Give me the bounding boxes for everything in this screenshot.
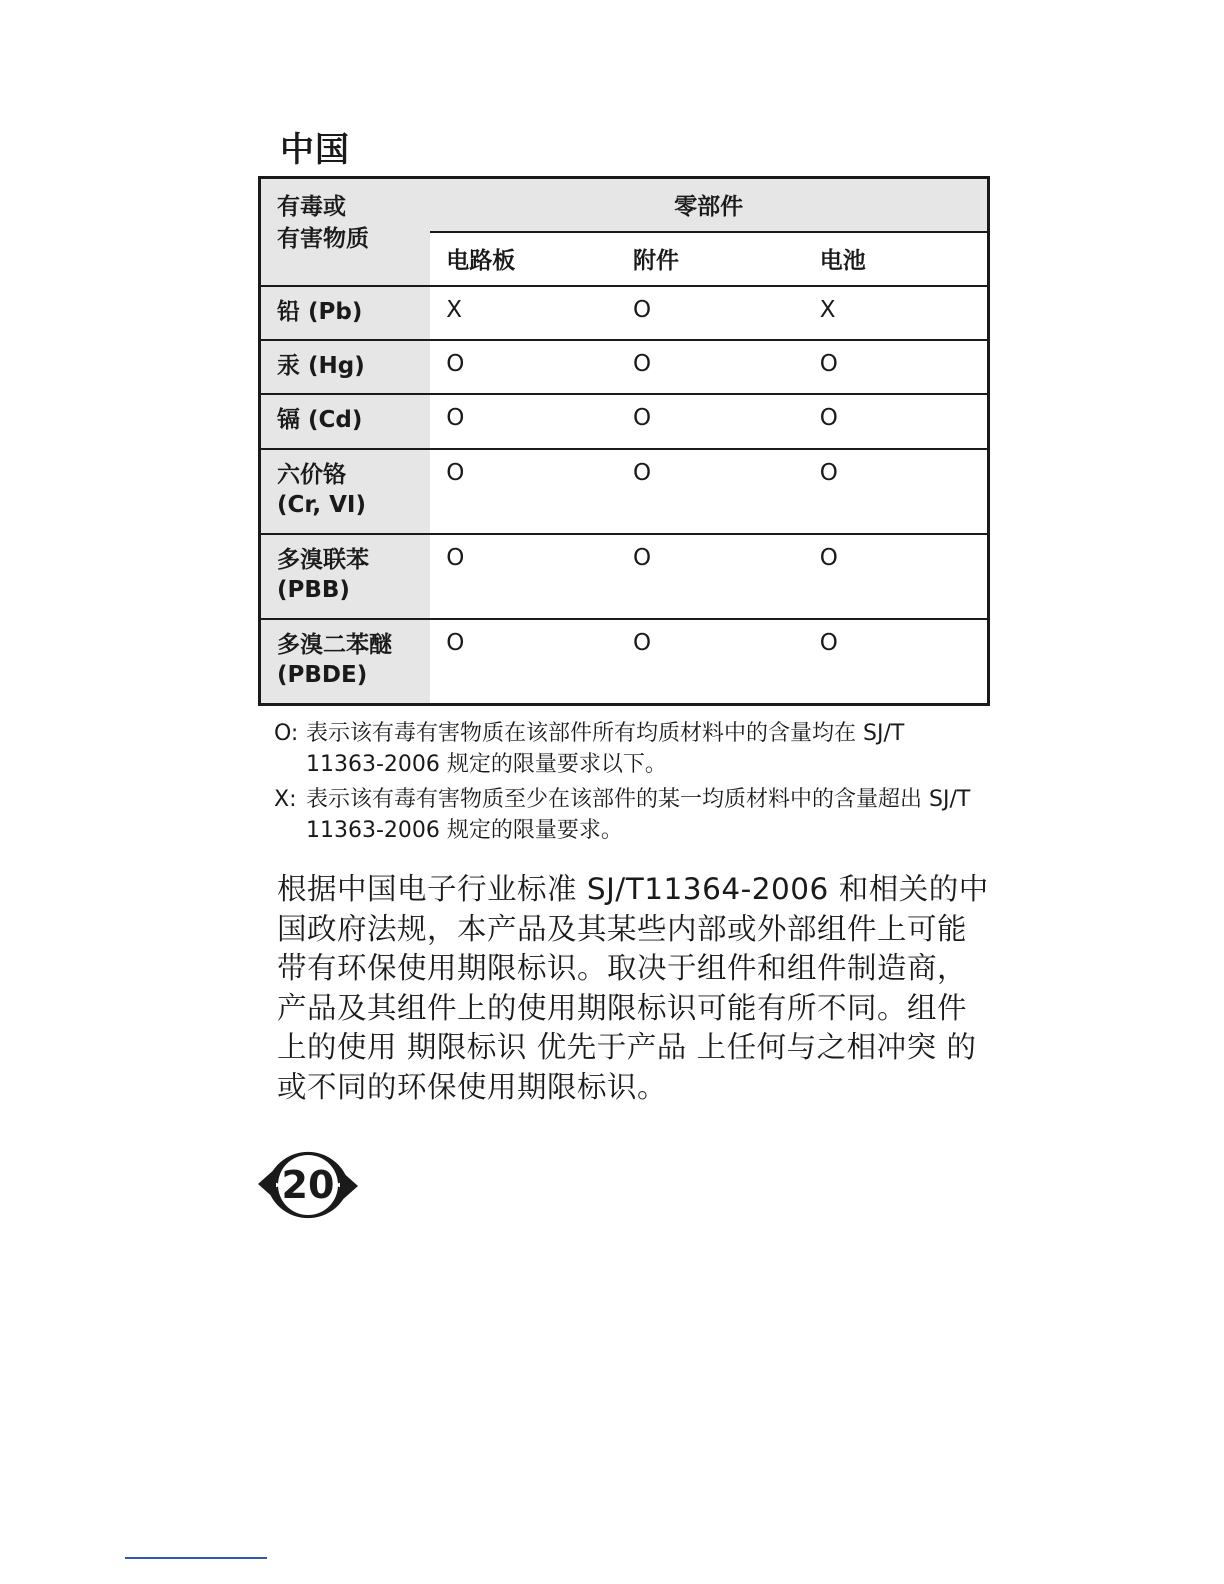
note-text: 表示该有毒有害物质至少在该部件的某一均质材料中的含量超出 SJ/T 11363-2006 规定的限量要求。 xyxy=(306,787,971,843)
table-row xyxy=(260,394,989,448)
column-header: 电路板 xyxy=(430,232,617,286)
substance-name xyxy=(260,286,431,340)
table-cell: O xyxy=(617,286,804,340)
parts-header: 零部件 xyxy=(430,178,988,232)
table-cell: O xyxy=(617,619,804,704)
table-row xyxy=(260,534,989,619)
substance-name-line1: 汞 (Hg) xyxy=(277,353,365,380)
substance-name-line1: 多溴二苯醚 xyxy=(277,632,392,659)
table-cell: O xyxy=(617,394,804,448)
epup-number: 20 xyxy=(281,1163,335,1207)
column-header: 电池 xyxy=(804,232,989,286)
substance-name xyxy=(260,394,431,448)
table-cell: O xyxy=(804,449,989,534)
table-row xyxy=(260,449,989,534)
table-cell: O xyxy=(430,619,617,704)
table-cell: O xyxy=(617,449,804,534)
substance-header xyxy=(260,178,431,286)
table-row xyxy=(260,619,989,704)
page-title: 中国 xyxy=(280,130,350,170)
table-row xyxy=(260,340,989,394)
substance-header-line1: 有毒或 xyxy=(277,194,346,220)
substance-name-line1: 六价铬 xyxy=(277,461,346,488)
table-cell: X xyxy=(430,286,617,340)
table-cell: O xyxy=(430,340,617,394)
table-row xyxy=(260,286,989,340)
substance-name-line1: 铅 (Pb) xyxy=(277,298,363,325)
note-key: O: xyxy=(274,721,299,746)
substance-name xyxy=(260,340,431,394)
hazardous-substances-table xyxy=(258,176,990,706)
table-cell: O xyxy=(617,340,804,394)
epup-20-icon xyxy=(256,1138,360,1232)
table-cell: O xyxy=(430,534,617,619)
substance-name-line1: 多溴联苯 xyxy=(277,546,369,573)
table-cell: O xyxy=(617,534,804,619)
table-cell: O xyxy=(804,340,989,394)
footnote-rule xyxy=(125,1557,267,1559)
substance-name-line1: 镉 (Cd) xyxy=(277,407,363,434)
substance-header-line2: 有害物质 xyxy=(277,226,369,252)
substance-name-line2: (PBB) xyxy=(277,576,350,603)
table-cell: X xyxy=(804,286,989,340)
column-header: 附件 xyxy=(617,232,804,286)
table-cell: O xyxy=(804,534,989,619)
environmental-use-period-paragraph: 根据中国电子行业标准 SJ/T11364-2006 和相关的中国政府法规，本产品及其某些内部或外部组件上可能带有环保使用期限标识。取决于组件和组件制造商，产品及其组件上的使用期限标识可能有所不同。组件上的使用 期限标识 优先于产品 上任何与之相冲突 的或不同的环保使用期限标识。 xyxy=(277,872,989,1104)
substance-name-line2: (Cr, VI) xyxy=(277,491,366,518)
table-cell: O xyxy=(804,619,989,704)
substance-name xyxy=(260,534,431,619)
table-cell: O xyxy=(804,394,989,448)
substance-name xyxy=(260,449,431,534)
note-o xyxy=(274,718,974,780)
table-cell: O xyxy=(430,449,617,534)
table-cell: O xyxy=(430,394,617,448)
substance-name xyxy=(260,619,431,704)
note-text: 表示该有毒有害物质在该部件所有均质材料中的含量均在 SJ/T 11363-2006 规定的限量要求以下。 xyxy=(306,721,905,777)
table-notes xyxy=(274,718,974,850)
note-x xyxy=(274,784,974,846)
substance-name-line2: (PBDE) xyxy=(277,662,368,689)
note-key: X: xyxy=(274,787,297,812)
